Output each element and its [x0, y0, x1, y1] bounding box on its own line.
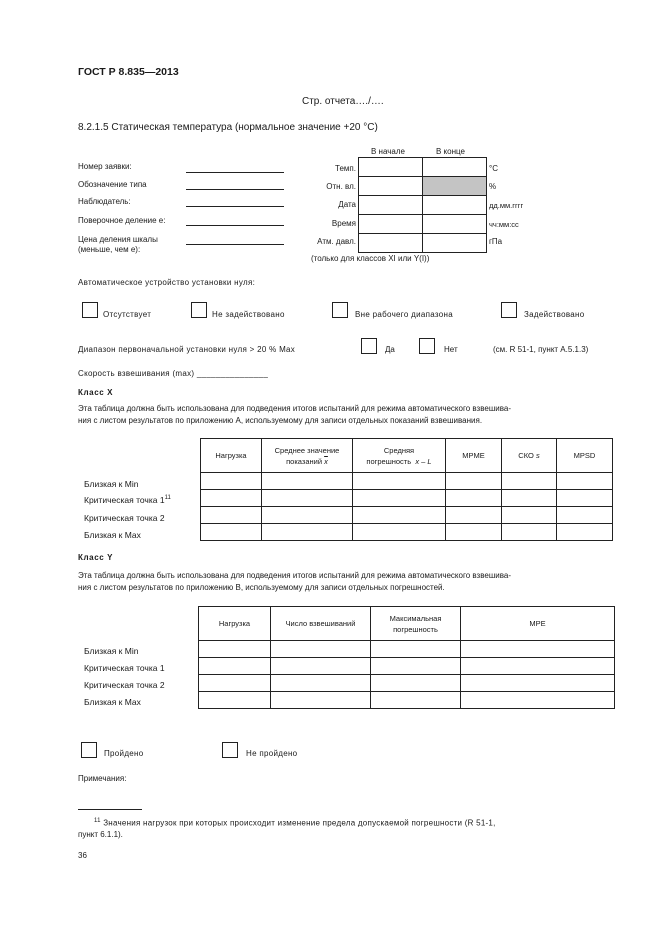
class-y-header-load: Нагрузка: [199, 607, 271, 641]
class-x-header-load: Нагрузка: [201, 439, 262, 473]
request-no-field[interactable]: [186, 172, 284, 173]
humidity-start-cell[interactable]: [359, 177, 423, 196]
time-label: Время: [331, 219, 356, 228]
class-x-row-critical-1: Критическая точка $1^{11}$: [84, 495, 171, 505]
temp-label: Темп.: [335, 164, 356, 173]
passed-label: Пройдено: [104, 749, 144, 758]
verification-division-label: Поверочное деление е:: [78, 216, 166, 225]
absent-checkbox[interactable]: [82, 302, 98, 318]
verification-division-field[interactable]: [186, 225, 284, 226]
class-x-row-max: Близкая к Max: [84, 530, 141, 540]
page-number: 36: [78, 851, 87, 860]
date-start-cell[interactable]: [359, 196, 423, 215]
class-x-title: Класс X: [78, 388, 114, 397]
date-label: Дата: [338, 200, 356, 209]
class-y-title: Класс Y: [78, 553, 114, 562]
zero-range-no-checkbox[interactable]: [419, 338, 435, 354]
class-x-row-critical-2: Критическая точка 2: [84, 513, 165, 523]
col-end-header: В конце: [436, 147, 465, 156]
class-y-header-mpe: МРЕ: [461, 607, 615, 641]
class-x-table: [200, 438, 613, 541]
class-y-row-critical-1: Критическая точка 1: [84, 663, 165, 673]
notes-label: Примечания:: [78, 774, 127, 783]
table-row: [201, 524, 613, 541]
out-of-range-label: Вне рабочего диапазона: [355, 310, 453, 319]
report-page-label: Стр. отчета…./….: [302, 96, 384, 107]
weighing-speed-label: Скорость взвешивания (max) _______________: [78, 369, 269, 378]
conditions-table: [358, 157, 487, 253]
in-use-label: Задействовано: [524, 310, 585, 319]
class-y-row-min: Близкая к Min: [84, 646, 139, 656]
footnote-ref: 11: [164, 495, 171, 502]
class-y-row-critical-2: Критическая точка 2: [84, 680, 165, 690]
time-end-cell[interactable]: [423, 215, 487, 234]
class-x-row-min: Близкая к Min: [84, 479, 139, 489]
class-y-desc-1: Эта таблица должна быть использована для подведения итогов испытаний для режима автоматического взвешива-: [78, 571, 511, 580]
zero-range-yes-label: Да: [385, 345, 395, 354]
request-no-label: Номер заявки:: [78, 162, 132, 171]
class-y-desc-2: ния с листом результатов по приложению В, используемому для записи отдельных погрешностей.: [78, 583, 445, 592]
humidity-unit: %: [489, 182, 497, 191]
footnote-line-1: $^{11}$ Значения нагрузок при которых происходит изменение предела допускаемой погрешности (R 51-1,: [94, 818, 496, 828]
footnote-divider: [78, 809, 142, 810]
zero-range-no-label: Нет: [444, 345, 458, 354]
class-y-header-max-error: Максимальная погрешность: [371, 607, 461, 641]
not-used-checkbox[interactable]: [191, 302, 207, 318]
in-use-checkbox[interactable]: [501, 302, 517, 318]
class-x-header-mpsd: MPSD: [557, 439, 613, 473]
time-unit: чч:мм:сс: [489, 220, 519, 229]
temp-end-cell[interactable]: [423, 158, 487, 177]
class-x-header-mpme: МРМЕ: [446, 439, 502, 473]
table-row: [201, 490, 613, 507]
humidity-label: Отн. вл.: [326, 182, 356, 191]
zero-range-reference: (см. R 51-1, пункт А.5.1.3): [493, 345, 589, 354]
absent-label: Отсутствует: [103, 310, 152, 319]
not-used-label: Не задействовано: [212, 310, 285, 319]
scale-division-label-2: (меньше, чем е):: [78, 245, 141, 254]
pressure-end-cell[interactable]: [423, 234, 487, 253]
observer-field[interactable]: [186, 206, 284, 207]
standard-header: ГОСТ Р 8.835—2013: [78, 66, 179, 78]
table-row: [201, 507, 613, 524]
type-designation-label: Обозначение типа: [78, 180, 147, 189]
section-title: 8.2.1.5 Статическая температура (нормальное значение +20 °С): [78, 122, 378, 133]
class-x-desc-2: ния с листом результатов по приложению А, используемому для записи отдельных показаний взвешивания.: [78, 416, 483, 425]
table-row: [199, 692, 615, 709]
class-x-header-error: Средняя погрешность x – L: [353, 439, 446, 473]
failed-label: Не пройдено: [246, 749, 298, 758]
scale-division-field[interactable]: [186, 244, 284, 245]
temp-start-cell[interactable]: [359, 158, 423, 177]
date-unit: дд.мм.гггг: [489, 201, 524, 210]
temp-unit: °С: [489, 164, 498, 173]
class-x-header-sko: СКО s: [502, 439, 557, 473]
zero-device-question: Автоматическое устройство установки нуля:: [78, 278, 256, 287]
pressure-unit: гПа: [489, 237, 503, 246]
table-row: [199, 675, 615, 692]
conditions-note: (только для классов XI или Y(I)): [311, 254, 430, 263]
class-y-row-max: Близкая к Max: [84, 697, 141, 707]
scale-division-label-1: Цена деления шкалы: [78, 235, 158, 244]
col-start-header: В начале: [371, 147, 405, 156]
failed-checkbox[interactable]: [222, 742, 238, 758]
passed-checkbox[interactable]: [81, 742, 97, 758]
class-y-table: [198, 606, 615, 709]
footnote-line-2: пункт 6.1.1).: [78, 830, 123, 839]
pressure-label: Атм. давл.: [317, 237, 356, 246]
table-row: [199, 658, 615, 675]
table-row: [201, 473, 613, 490]
type-designation-field[interactable]: [186, 189, 284, 190]
zero-range-label: Диапазон первоначальной установки нуля > 20 % Max: [78, 345, 296, 354]
out-of-range-checkbox[interactable]: [332, 302, 348, 318]
class-y-header-count: Число взвешиваний: [271, 607, 371, 641]
class-x-header-mean: Среднее значение показаний $\overline{x}$: [262, 439, 353, 473]
humidity-end-cell: [423, 177, 487, 196]
class-x-desc-1: Эта таблица должна быть использована для подведения итогов испытаний для режима автоматического взвешива-: [78, 404, 511, 413]
pressure-start-cell[interactable]: [359, 234, 423, 253]
zero-range-yes-checkbox[interactable]: [361, 338, 377, 354]
table-row: [199, 641, 615, 658]
observer-label: Наблюдатель:: [78, 197, 131, 206]
date-end-cell[interactable]: [423, 196, 487, 215]
time-start-cell[interactable]: [359, 215, 423, 234]
